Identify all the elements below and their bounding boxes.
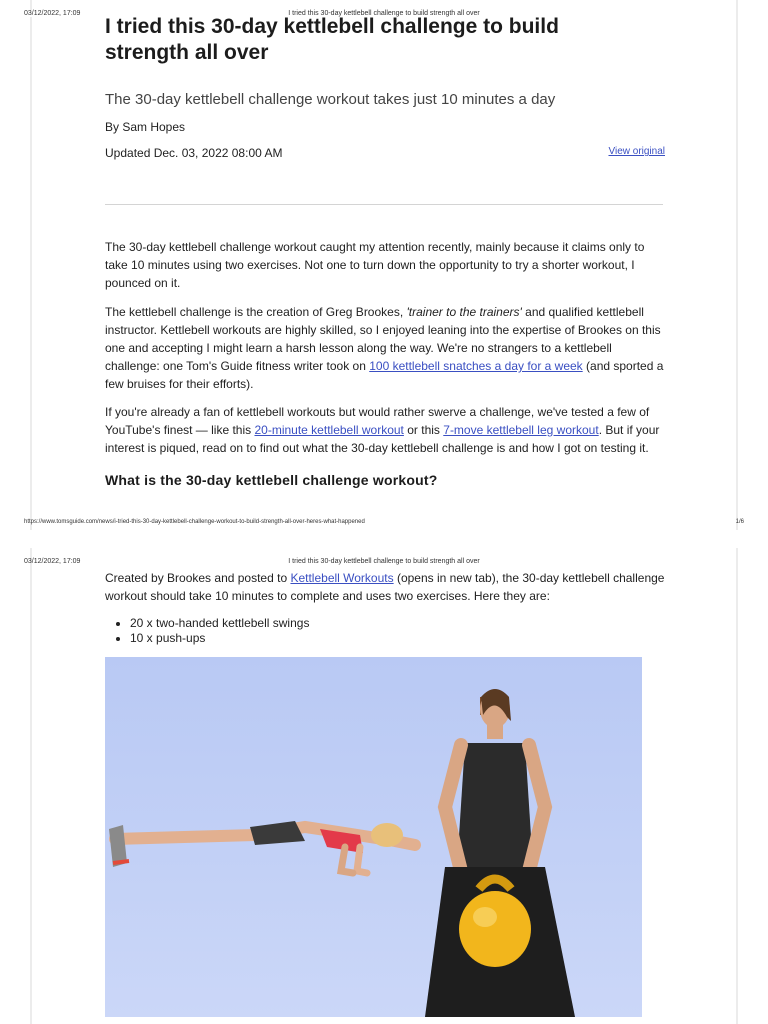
headline-line-2: strength all over [105,41,269,64]
workout-illustration [105,657,642,1017]
exercise-item: • 20 x two-handed kettlebell swings [130,616,665,631]
page-gap [0,530,768,548]
page-border-left [30,548,32,1024]
updated-timestamp: Updated Dec. 03, 2022 08:00 AM [105,146,283,160]
exercise-list [105,616,665,646]
push-up-figure [109,821,415,873]
print-url: https://www.tomsguide.com/news/i-tried-this-30-day-kettlebell-challenge-workout-to-build-strength-all-over-heres-what-happened [24,519,365,525]
byline: By Sam Hopes [105,120,186,134]
exercise-item: • 10 x push-ups [130,631,665,646]
link-100-kettlebell-snatches[interactable]: 100 kettlebell snatches a day for a week [369,359,583,373]
link-7-move-leg-workout[interactable]: 7-move kettlebell leg workout [443,423,599,437]
article-headline [105,14,665,66]
print-date: 03/12/2022, 17:09 [24,10,84,17]
link-kettlebell-workouts[interactable]: Kettlebell Workouts [290,571,394,585]
paragraph-4: Created by Brookes and posted to Kettlebell Workouts (opens in new tab), the 30-day kettlebell challenge workout should take 10 minutes to complete and uses two exercises. Here they are: [105,571,665,603]
view-original-link[interactable]: View original [608,146,665,157]
link-20-minute-workout[interactable]: 20-minute kettlebell workout [254,423,404,437]
paragraph-1: The 30-day kettlebell challenge workout caught my attention recently, mainly because it claims only to take 10 minutes using two exercises. Not one to turn down the opportunity to try a shorter workout, I pounced on it. [105,240,645,290]
article-subtitle: The 30-day kettlebell challenge workout takes just 10 minutes a day [105,91,556,108]
print-title: I tried this 30-day kettlebell challenge to build strength all over [288,10,480,17]
page-border-right [736,548,738,1024]
article-photo [105,657,642,1017]
paragraph-3: If you're already a fan of kettlebell workouts but would rather swerve a challenge, we've tested a few of YouTube's finest — like this 20-minute kettlebell workout or this 7-move kettlebell leg workout. But if your interest is piqued, read on to find out what the 30-day kettlebell challenge is and how I got on testing it. [105,405,660,455]
page-border-right [736,0,738,530]
print-page-number: 1/6 [735,519,744,525]
print-title: I tried this 30-day kettlebell challenge to build strength all over [288,558,480,565]
print-date: 03/12/2022, 17:09 [24,558,81,565]
header-divider [105,204,663,205]
headline-line-1: I tried this 30-day kettlebell challenge to build [105,15,559,38]
section-heading: What is the 30-day kettlebell challenge workout? [105,472,438,488]
kettlebell-swing-figure [425,689,575,1017]
print-page-2 [0,548,768,1024]
page-border-left [30,0,32,530]
paragraph-2: The kettlebell challenge is the creation of Greg Brookes, 'trainer to the trainers' and qualified kettlebell instructor. Kettlebell workouts are highly skilled, so I enjoyed leaning into the expertise of Brookes on this one and accepting I might learn a harsh lesson along the way. We're no strangers to a kettlebell challenge: one Tom's Guide fitness writer took on 100 kettlebell snatches a day for a week (and sported a few bruises for their efforts). [105,305,664,391]
